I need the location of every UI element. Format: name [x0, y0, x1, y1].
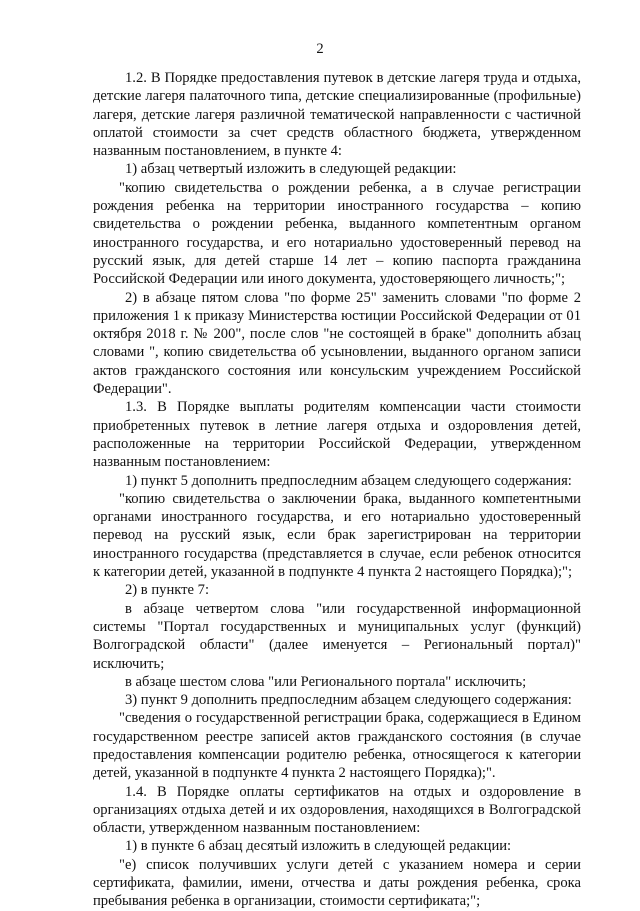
- page-number: 2: [316, 41, 324, 57]
- paragraph-sixth-abzac: в абзаце шестом слова "или Регионального портала" исключить;: [125, 673, 527, 690]
- paragraph-1-2-intro: 1.2. В Порядке предоставления путевок в детские лагеря труда и отдыха, детские лагеря палаточного типа, детские специализированные (профильные) лагеря, детские лагеря различной тематической направленности с частичной оплатой стоимости за счет средств областного бюджета, утвержденном названным постановлением, в пункте 4:: [93, 70, 581, 160]
- paragraph-quoted-registry-info: "сведения о государственной регистрации брака, содержащиеся в Едином государственном реестре записей актов гражданского состояния (в случае предоставления компенсации родителю ребенка, относящегося к категории детей, указанной в подпункте 4 пункта 2 настоящего Порядка);".: [93, 710, 581, 782]
- paragraph-fourth-abzac: в абзаце четвертом слова "или государственной информационной системы "Портал государственных и муниципальных услуг (функций) Волгоградской области" (далее именуется – Региональный портал)" исключить;: [93, 600, 581, 672]
- paragraph-item-1-point-5: 1) пункт 5 дополнить предпоследним абзацем следующего содержания:: [125, 472, 572, 489]
- paragraph-quoted-marriage-certificate: "копию свидетельства о заключении брака, выданного компетентными органами иностранного государства, и его нотариально удостоверенный перевод на русский язык, если брак зарегистрирован на территории иностранного государства (представляется в случае, если ребенок относится к категории детей, указанной в подпункте 4 пункта 2 настоящего Порядка);";: [93, 490, 581, 581]
- paragraph-item-2-point-7: 2) в пункте 7:: [125, 582, 210, 599]
- paragraph-item-2: 2) в абзаце пятом слова "по форме 25" заменить словами "по форме 2 приложения 1 к приказу Министерства юстиции Российской Федерации от 01 октября 2018 г. № 200", после слов "не состоящей в браке" дополнить абзац словами ", копию свидетельства об усыновлении, выданного органом записи актов гражданского состояния или консульским учреждением Российской Федерации".: [93, 289, 581, 398]
- paragraph-item-3-point-9: 3) пункт 9 дополнить предпоследним абзацем следующего содержания:: [125, 692, 572, 709]
- paragraph-1-3-intro: 1.3. В Порядке выплаты родителям компенсации части стоимости приобретенных путевок в летние лагеря отдыха и оздоровления детей, расположенные на территории Российской Федерации, утвержденном названным постановлением:: [93, 399, 581, 471]
- paragraph-1-4-intro: 1.4. В Порядке оплаты сертификатов на отдых и оздоровление в организациях отдыха детей и их оздоровления, находящихся в Волгоградской области, утвержденном названным постановлением:: [93, 783, 581, 837]
- paragraph-item-1-point-6: 1) в пункте 6 абзац десятый изложить в следующей редакции:: [125, 838, 512, 855]
- paragraph-quoted-birth-certificate: "копию свидетельства о рождении ребенка, а в случае регистрации рождения ребенка на территории иностранного государства – копию свидетельства о рождении ребенка, выданного компетентным органом иностранного государства, и его нотариально удостоверенный перевод на русский язык, для детей старше 14 лет – копию паспорта гражданина Российской Федерации или иного документа, удостоверяющего личность;";: [93, 179, 581, 288]
- document-body: [93, 69, 581, 911]
- paragraph-item-1: 1) абзац четвертый изложить в следующей редакции:: [125, 161, 457, 178]
- paragraph-quoted-children-list: "е) список получивших услуги детей с указанием номера и серии сертификата, фамилии, имени, отчества и даты рождения ребенка, срока пребывания ребенка в организации, стоимости сертификата;";: [93, 856, 581, 910]
